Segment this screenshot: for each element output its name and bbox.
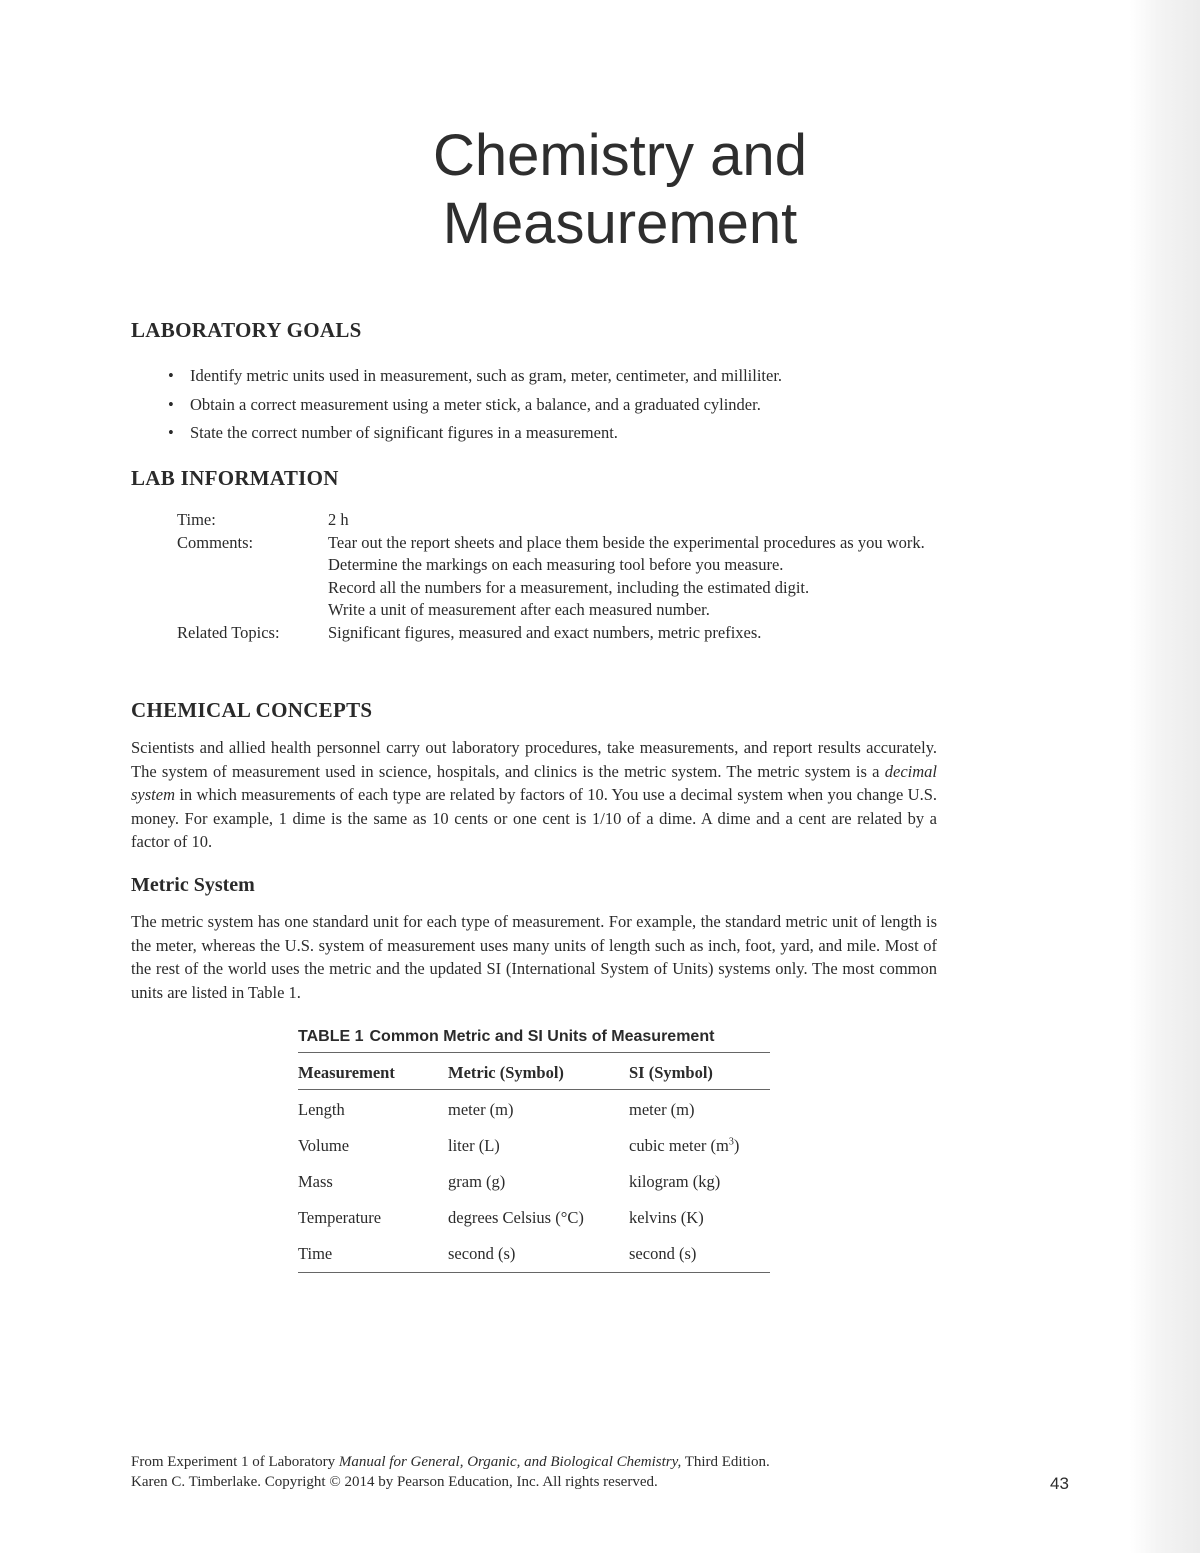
goal-item: • Identify metric units used in measurement, such as gram, meter, centimeter, and milliliter. <box>168 362 782 391</box>
table-header: Metric (Symbol) <box>448 1053 629 1090</box>
concepts-heading: CHEMICAL CONCEPTS <box>131 698 373 722</box>
table-caption <box>298 1028 770 1053</box>
units-table-grid <box>298 1053 770 1273</box>
table-row <box>298 1162 770 1198</box>
footer-line-2: Karen C. Timberlake. Copyright © 2014 by Pearson Education, Inc. All rights reserved. <box>131 1474 658 1490</box>
table-cell: degrees Celsius (°C) <box>448 1208 584 1227</box>
metric-paragraph: The metric system has one standard unit for each type of measurement. For example, the standard metric unit of length is the meter, whereas the U.S. system of measurement uses many units of length such as inch, foot, yard, and mile. Most of the rest of the world uses the metric and the updated SI (International System of Units) systems only. The most common units are listed in Table 1. <box>131 912 937 1002</box>
metric-heading: Metric System <box>131 874 255 896</box>
table-cell: Length <box>298 1100 345 1119</box>
table-cell: second (s) <box>448 1234 629 1273</box>
comment-line: Write a unit of measurement after each measured number. <box>328 600 710 620</box>
concepts-paragraph: Scientists and allied health personnel carry out laboratory procedures, take measurements, and report results accurately. The system of measurement used in science, hospitals, and clinics is the metric system. The metric system is a decimal system in which measurements of each type are related by factors of 10. You use a decimal system when you change U.S. money. For example, 1 dime is the same as 10 cents or one cent is 1/10 of a dime. A dime and a cent are related by a factor of 10. <box>131 738 937 851</box>
footer-line-1: From Experiment 1 of Laboratory Manual for General, Organic, and Biological Chemistry, Third Edition. <box>131 1454 770 1470</box>
comment-line: Determine the markings on each measuring tool before you measure. <box>328 555 784 575</box>
table-row <box>298 1126 770 1162</box>
scan-edge-shadow <box>1130 0 1200 1553</box>
goal-item: • Obtain a correct measurement using a meter stick, a balance, and a graduated cylinder. <box>168 391 782 420</box>
book-title: Manual for General, Organic, and Biological Chemistry, <box>338 1454 682 1470</box>
table-cell: meter (m) <box>629 1100 695 1119</box>
lab-info-heading: LAB INFORMATION <box>131 466 339 490</box>
comments-values <box>328 532 947 622</box>
title-line-1: Chemistry and <box>433 123 807 188</box>
page-number: 43 <box>1050 1474 1069 1493</box>
goals-heading: LABORATORY GOALS <box>131 318 362 342</box>
comments-label: Comments: <box>177 532 254 552</box>
footer-credit <box>131 1452 770 1492</box>
table-row <box>298 1090 770 1127</box>
table-cell: gram (g) <box>448 1172 506 1191</box>
table-cell: liter (L) <box>448 1136 500 1155</box>
info-row-topics <box>177 622 947 645</box>
table-cell: meter (m) <box>448 1100 514 1119</box>
goal-item: • State the correct number of significant figures in a measurement. <box>168 419 782 448</box>
table-row <box>298 1234 770 1273</box>
units-table <box>298 1028 770 1273</box>
page-title <box>380 122 860 258</box>
table-header: Measurement <box>298 1053 448 1090</box>
topics-value: Significant figures, measured and exact numbers, metric prefixes. <box>328 622 762 642</box>
table-cell: Temperature <box>298 1208 382 1227</box>
table-cell: kilogram (kg) <box>629 1172 721 1191</box>
table-cell: cubic meter $(m^3)$ <box>629 1136 740 1155</box>
info-row-time <box>177 509 947 532</box>
table-header-row <box>298 1053 770 1090</box>
title-line-2: Measurement <box>442 191 798 256</box>
table-cell: Mass <box>298 1172 333 1191</box>
comment-line: Record all the numbers for a measurement, including the estimated digit. <box>328 577 810 597</box>
info-row-comments <box>177 532 947 622</box>
table-row <box>298 1198 770 1234</box>
table-cell: second (s) <box>629 1234 770 1273</box>
table-cell: Volume <box>298 1136 350 1155</box>
table-cell: Time <box>298 1234 448 1273</box>
topics-label: Related Topics: <box>177 622 280 642</box>
goals-list <box>168 362 782 448</box>
table-cell: kelvins (K) <box>629 1208 704 1227</box>
table-header: SI (Symbol) <box>629 1053 770 1090</box>
table-title: Common Metric and SI Units of Measurement <box>369 1028 715 1045</box>
table-number: TABLE 1 <box>298 1028 364 1045</box>
comment-line: Tear out the report sheets and place them beside the experimental procedures as you work. <box>328 532 925 552</box>
time-label: Time: <box>177 510 216 529</box>
emphasis-term: decimal system <box>131 761 937 804</box>
time-value: 2 h <box>328 510 349 529</box>
lab-info-block <box>177 509 947 645</box>
